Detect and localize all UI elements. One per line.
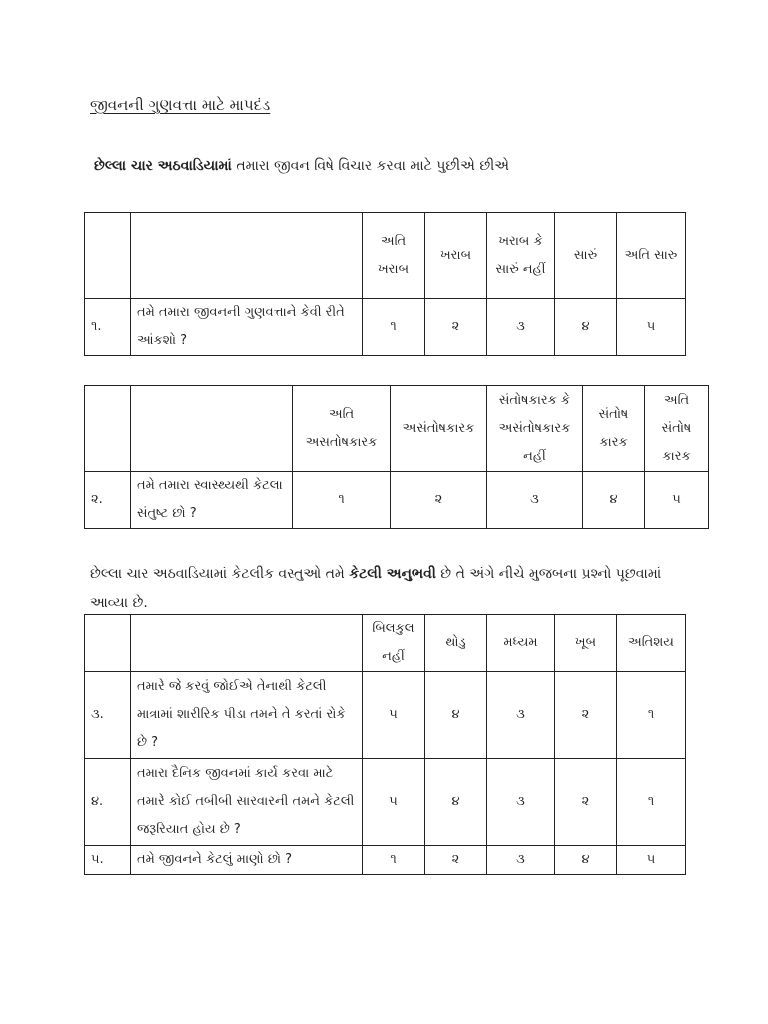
table2-header: અતિ અસતોષકારક bbox=[293, 386, 391, 472]
question-number: ૪. bbox=[85, 759, 131, 846]
table2-header: અતિ સંતોષ કારક bbox=[645, 386, 709, 472]
table-row bbox=[85, 472, 709, 529]
intro-2-pre: છેલ્લા ચાર અઠવાડિયામાં કેટલીક વસ્તુઓ તમે bbox=[90, 566, 350, 582]
question-number: ૩. bbox=[85, 672, 131, 759]
rating-cell[interactable]: ૪ bbox=[425, 759, 487, 846]
rating-cell[interactable]: ૧ bbox=[363, 299, 425, 356]
rating-cell[interactable]: ૫ bbox=[617, 299, 686, 356]
table2-header-blank-num bbox=[85, 386, 131, 472]
table3-header: બિલકુલ નહીં bbox=[363, 615, 425, 672]
rating-cell[interactable]: ૨ bbox=[555, 759, 617, 846]
intro-text-1 bbox=[94, 158, 509, 174]
question-text: તમે જીવનને કેટલું માણો છો ? bbox=[131, 846, 363, 875]
rating-cell[interactable]: ૧ bbox=[617, 759, 686, 846]
table2-header: સંતોષ કારક bbox=[583, 386, 645, 472]
rating-cell[interactable]: ૧ bbox=[293, 472, 391, 529]
rating-cell[interactable]: ૨ bbox=[425, 299, 487, 356]
rating-cell[interactable]: ૧ bbox=[363, 846, 425, 875]
experience-table bbox=[84, 614, 686, 875]
page-title: જીવનની ગુણવત્તા માટે માપદંડ bbox=[90, 96, 271, 114]
table3-header: ખૂબ bbox=[555, 615, 617, 672]
rating-cell[interactable]: ૧ bbox=[617, 672, 686, 759]
table-row bbox=[85, 759, 686, 846]
question-text: તમે તમારા સ્વાસ્થ્યથી કેટલા સંતુષ્ટ છો ? bbox=[131, 472, 293, 529]
rating-cell[interactable]: ૪ bbox=[425, 672, 487, 759]
intro-text-2 bbox=[90, 560, 690, 618]
table2-header-blank-question bbox=[131, 386, 293, 472]
question-text: તમે તમારા જીવનની ગુણવત્તાને કેવી રીતે આંકશો ? bbox=[131, 299, 363, 356]
rating-cell[interactable]: ૩ bbox=[487, 672, 555, 759]
table1-header: ખરાબ bbox=[425, 213, 487, 299]
rating-cell[interactable]: ૩ bbox=[487, 846, 555, 875]
table1-header-blank-num bbox=[85, 213, 131, 299]
table2-header: અસંતોષકારક bbox=[391, 386, 487, 472]
question-number: ૫. bbox=[85, 846, 131, 875]
rating-cell[interactable]: ૫ bbox=[363, 672, 425, 759]
table3-header: થોડુ bbox=[425, 615, 487, 672]
rating-cell[interactable]: ૩ bbox=[487, 472, 583, 529]
rating-cell[interactable]: ૩ bbox=[487, 299, 555, 356]
question-text: તમારે જે કરવું જોઈએ તેનાથી કેટલી માત્રામાં શારીરિક પીડા તમને તે કરતાં રોકે છે ? bbox=[131, 672, 363, 759]
table3-header-blank-question bbox=[131, 615, 363, 672]
rating-cell[interactable]: ૫ bbox=[363, 759, 425, 846]
table1-header: અતિ સારુ bbox=[617, 213, 686, 299]
quality-rating-table bbox=[84, 212, 686, 356]
intro-2-bold: કેટલી અનુભવી bbox=[349, 566, 436, 582]
table1-header-blank-question bbox=[131, 213, 363, 299]
table1-header: સારું bbox=[555, 213, 617, 299]
table-row bbox=[85, 672, 686, 759]
rating-cell[interactable]: ૨ bbox=[425, 846, 487, 875]
intro-1-bold: છેલ્લા ચાર અઠવાડિયામાં bbox=[94, 158, 232, 174]
table-row bbox=[85, 846, 686, 875]
rating-cell[interactable]: ૫ bbox=[645, 472, 709, 529]
question-number: ૨. bbox=[85, 472, 131, 529]
table1-header-row bbox=[85, 213, 686, 299]
table3-header: મધ્યમ bbox=[487, 615, 555, 672]
table2-header-row bbox=[85, 386, 709, 472]
rating-cell[interactable]: ૫ bbox=[617, 846, 686, 875]
table1-header: ખરાબ કે સારું નહીં bbox=[487, 213, 555, 299]
table2-header: સંતોષકારક કે અસંતોષકારક નહીં bbox=[487, 386, 583, 472]
rating-cell[interactable]: ૪ bbox=[555, 846, 617, 875]
table1-header: અતિ ખરાબ bbox=[363, 213, 425, 299]
question-text: તમારા દૈનિક જીવનમાં કાર્ય કરવા માટે તમારે કોઈ તબીબી સારવારની તમને કેટલી જરૂરિયાત હોય છે ? bbox=[131, 759, 363, 846]
table3-header-row bbox=[85, 615, 686, 672]
question-number: ૧. bbox=[85, 299, 131, 356]
rating-cell[interactable]: ૪ bbox=[555, 299, 617, 356]
health-satisfaction-table bbox=[84, 385, 709, 529]
table3-header: અતિશય bbox=[617, 615, 686, 672]
rating-cell[interactable]: ૨ bbox=[555, 672, 617, 759]
rating-cell[interactable]: ૨ bbox=[391, 472, 487, 529]
rating-cell[interactable]: ૪ bbox=[583, 472, 645, 529]
table-row bbox=[85, 299, 686, 356]
rating-cell[interactable]: ૩ bbox=[487, 759, 555, 846]
intro-1-rest: તમારા જીવન વિષે વિચાર કરવા માટે પુછીએ છીએ bbox=[231, 158, 509, 174]
table3-header-blank-num bbox=[85, 615, 131, 672]
intro-2-post: છે તે અંગે નીચે મુજબના પ્રશ્નો પૂછવામાં આવ્યા છે. bbox=[90, 566, 662, 611]
